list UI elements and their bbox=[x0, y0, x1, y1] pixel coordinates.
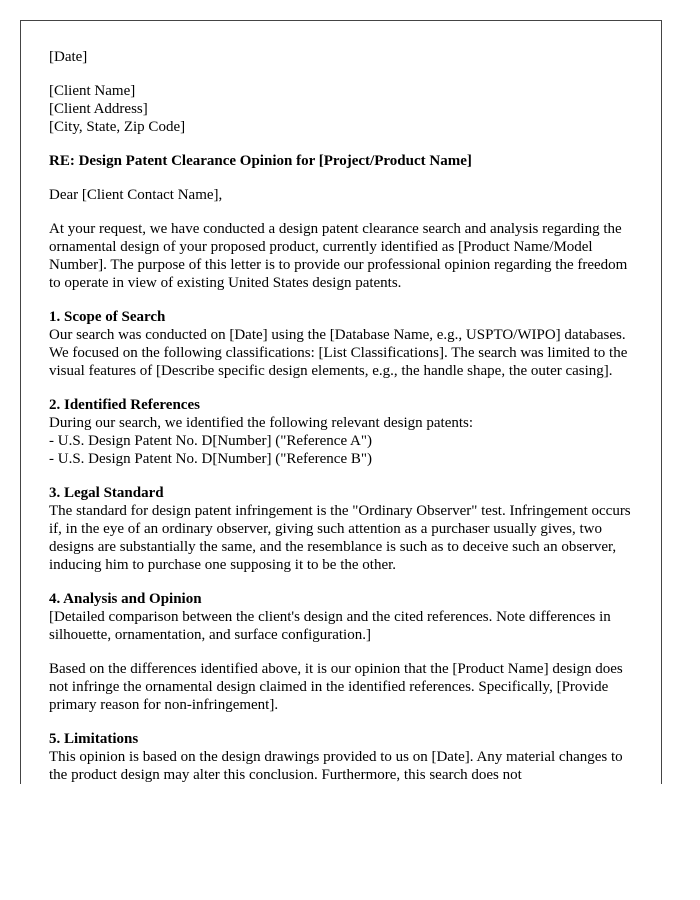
letter-date: [Date] bbox=[49, 49, 88, 65]
section-analysis bbox=[49, 590, 635, 644]
subject-line: RE: Design Patent Clearance Opinion for [Project/Product Name] bbox=[49, 153, 472, 169]
intro-paragraph: At your request, we have conducted a design patent clearance search and analysis regarding the ornamental design of your proposed product, currently identified as [Product Name/Model Number]. The purpose of this letter is to provide our professional opinion regarding the freedom to operate in view of existing United States design patents. bbox=[49, 221, 628, 291]
opinion-paragraph: Based on the differences identified above, it is our opinion that the [Product Name] design does not infringe the ornamental design claimed in the identified references. Specifically, [Provide primary reason for non-infringement]. bbox=[49, 661, 623, 713]
section-body: This opinion is based on the design drawings provided to us on [Date]. Any material changes to the product design may alter this conclusion. Furthermore, this search does not bbox=[49, 749, 623, 783]
letter-page bbox=[20, 20, 662, 784]
salutation: Dear [Client Contact Name], bbox=[49, 187, 223, 203]
client-name: [Client Name] bbox=[49, 83, 136, 99]
client-address: [Client Address] bbox=[49, 101, 148, 117]
section-heading: 3. Legal Standard bbox=[49, 485, 164, 501]
section-body: Our search was conducted on [Date] using the [Database Name, e.g., USPTO/WIPO] databases. We focused on the following classifications: [List Classifications]. The search was limited to the visual features of [Describe specific design elements, e.g., the handle shape, the outer casing]. bbox=[49, 327, 628, 379]
section-legal-standard bbox=[49, 484, 635, 574]
section-limitations bbox=[49, 730, 635, 784]
section-heading: 5. Limitations bbox=[49, 731, 139, 747]
client-city-state-zip: [City, State, Zip Code] bbox=[49, 119, 186, 135]
reference-item: - U.S. Design Patent No. D[Number] ("Reference A") bbox=[49, 433, 372, 449]
section-body: During our search, we identified the following relevant design patents: bbox=[49, 415, 474, 431]
section-scope bbox=[49, 308, 635, 380]
section-heading: 2. Identified References bbox=[49, 397, 200, 413]
section-heading: 4. Analysis and Opinion bbox=[49, 591, 202, 607]
section-references bbox=[49, 396, 635, 468]
reference-item: - U.S. Design Patent No. D[Number] ("Reference B") bbox=[49, 451, 372, 467]
section-heading: 1. Scope of Search bbox=[49, 309, 166, 325]
recipient-address bbox=[49, 82, 635, 136]
section-body: [Detailed comparison between the client's design and the cited references. Note differences in silhouette, ornamentation, and surface configuration.] bbox=[49, 609, 611, 643]
section-body: The standard for design patent infringement is the "Ordinary Observer" test. Infringement occurs if, in the eye of an ordinary observer, giving such attention as a purchaser usually gives, two designs are substantially the same, and the resemblance is such as to deceive such an observer, inducing him to purchase one supposing it to be the other. bbox=[49, 503, 631, 573]
